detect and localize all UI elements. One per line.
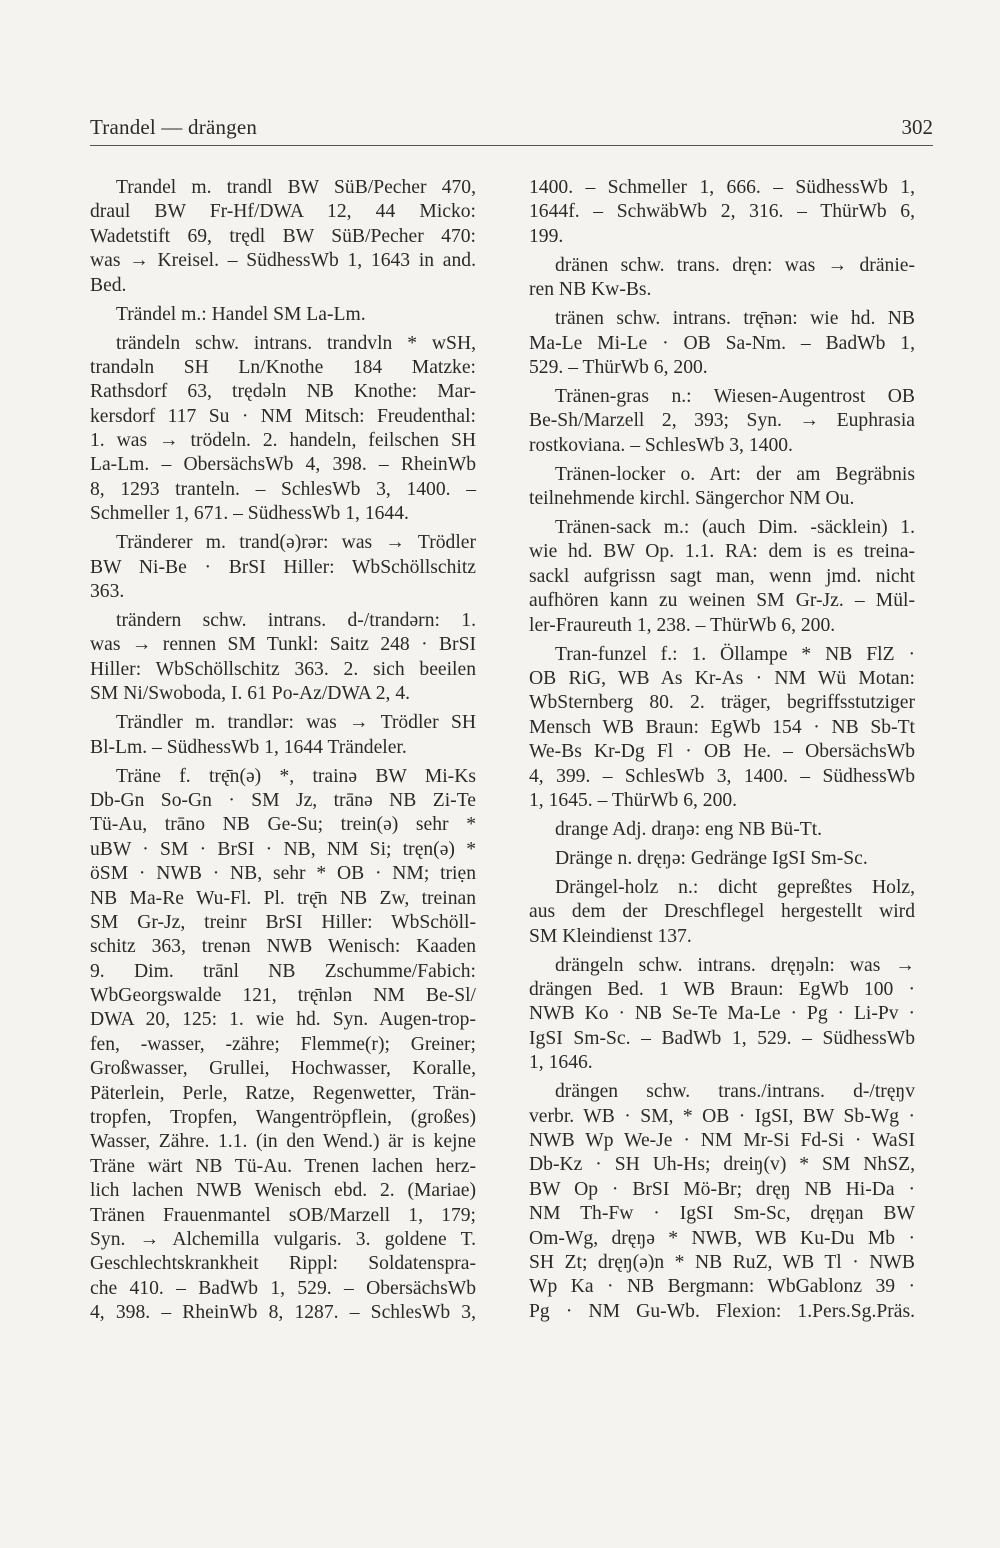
- text-line: NM Th-Fw · IgSI Sm-Sc, dręŋan BW: [529, 1203, 915, 1225]
- text-line: che 410. – BadWb 1, 529. – ObersächsWb: [90, 1277, 476, 1299]
- text-line: Träne wärt NB Tü-Au. Trenen lachen herz-: [90, 1155, 476, 1177]
- text-line: Päterlein, Perle, Ratze, Regenwetter, Trän-: [90, 1082, 476, 1104]
- text-line: 199.: [529, 225, 564, 247]
- text-line: 1644f. – SchwäbWb 2, 316. – ThürWb 6,: [529, 201, 915, 223]
- text-line: Drängel-holz n.: dicht gepreßtes Holz,: [555, 876, 915, 898]
- text-line: SM Gr-Jz, treinr BrSI Hiller: WbSchöll-: [90, 911, 476, 933]
- text-line: trändeln schw. intrans. trandvln * wSH,: [116, 332, 476, 354]
- text-line: Tränen Frauenmantel sOB/Marzell 1, 179;: [90, 1204, 476, 1226]
- text-line: trandəln SH Ln/Knothe 184 Matzke:: [90, 356, 476, 378]
- text-line: WbGeorgswalde 121, trę̄nlən NM Be-Sl/: [90, 985, 476, 1007]
- text-line: aufhören kann zu weinen SM Gr-Jz. – Mül-: [529, 590, 915, 612]
- text-line: Bed.: [90, 274, 127, 296]
- text-line: verbr. WB · SM, * OB · IgSI, BW Sb-Wg ·: [529, 1105, 915, 1127]
- text-line: Db-Kz · SH Uh-Hs; dreiŋ(v) * SM NhSZ,: [529, 1154, 915, 1176]
- left-column: [90, 176, 476, 1326]
- text-line: rostkoviana. – SchlesWb 3, 1400.: [529, 434, 793, 456]
- text-line: 1, 1645. – ThürWb 6, 200.: [529, 789, 738, 811]
- text-line: Bl-Lm. – SüdhessWb 1, 1644 Trändeler.: [90, 736, 407, 758]
- text-line: teilnehmende kirchl. Sängerchor NM Ou.: [529, 488, 855, 510]
- text-line: Hiller: WbSchöllschitz 363. 2. sich beeilen: [90, 658, 476, 680]
- text-line: OB RiG, WB As Kr-As · NM Wü Motan:: [529, 667, 915, 689]
- running-header: [90, 115, 933, 146]
- text-line: draul BW Fr-Hf/DWA 12, 44 Micko:: [90, 201, 476, 223]
- text-line: BW Op · BrSI Mö-Br; dręŋ NB Hi-Da ·: [529, 1178, 915, 1200]
- text-line: Geschlechtskrankheit Rippl: Soldatenspra-: [90, 1253, 476, 1275]
- text-line: sackl aufgrissn sagt man, wenn jmd. nicht: [529, 565, 915, 587]
- text-line: fen, -wasser, -zähre; Flemme(r); Greiner;: [90, 1033, 476, 1055]
- text-line: We-Bs Kr-Dg Fl · OB He. – ObersächsWb: [529, 741, 915, 763]
- text-line: was → rennen SM Tunkl: Saitz 248 · BrSI: [90, 634, 476, 656]
- text-line: Be-Sh/Marzell 2, 393; Syn. → Euphrasia: [529, 410, 915, 432]
- text-line: NWB Wp We-Je · NM Mr-Si Fd-Si · WaSI: [529, 1129, 915, 1151]
- text-line: schitz 363, trenən NWB Wenisch: Kaaden: [90, 936, 476, 958]
- text-line: Db-Gn So-Gn · SM Jz, trānə NB Zi-Te: [90, 789, 476, 811]
- text-line: Träne f. trę̄n(ə) *, trainə BW Mi-Ks: [116, 765, 476, 787]
- right-column: [529, 176, 915, 1324]
- text-line: Trändel m.: Handel SM La-Lm.: [116, 303, 366, 325]
- text-line: BW Ni-Be · BrSI Hiller: WbSchöllschitz: [90, 556, 476, 578]
- text-line: Pg · NM Gu-Wb. Flexion: 1.Pers.Sg.Präs.: [529, 1300, 915, 1322]
- text-line: 1400. – Schmeller 1, 666. – SüdhessWb 1,: [529, 177, 915, 198]
- text-line: WbSternberg 80. 2. träger, begriffsstutziger: [529, 692, 915, 714]
- text-line: tränen schw. intrans. trę̄nən: wie hd. NB: [555, 308, 915, 330]
- text-line: ler-Fraureuth 1, 238. – ThürWb 6, 200.: [529, 614, 836, 636]
- text-line: tropfen, Tropfen, Wangentröpflein, (großes): [90, 1107, 476, 1129]
- text-line: Tränen-gras n.: Wiesen-Augentrost OB: [555, 385, 915, 407]
- text-line: 363.: [90, 581, 125, 603]
- text-line: dränen schw. trans. dręn: was → dränie-: [555, 254, 915, 276]
- text-line: Wasser, Zähre. 1.1. (in den Wend.) är is kejne: [90, 1131, 476, 1153]
- text-line: Rathsdorf 63, trędəln NB Knothe: Mar-: [90, 381, 476, 403]
- text-line: La-Lm. – ObersächsWb 4, 398. – RheinWb: [90, 454, 476, 476]
- text-line: drängen schw. trans./intrans. d-/tręŋv: [555, 1081, 915, 1103]
- text-line: aus dem der Dreschflegel hergestellt wird: [529, 901, 915, 923]
- text-line: Großwasser, Grullei, Hochwasser, Koralle,: [90, 1058, 476, 1080]
- text-line: drange Adj. draŋə: eng NB Bü-Tt.: [555, 818, 823, 840]
- text-line: Trändler m. trandlər: was → Trödler SH: [116, 712, 476, 734]
- text-line: Tran-funzel f.: 1. Öllampe * NB FlZ ·: [555, 643, 915, 665]
- text-line: Ma-Le Mi-Le · OB Sa-Nm. – BadWb 1,: [529, 332, 915, 354]
- text-line: 9. Dim. trānl NB Zschumme/Fabich:: [90, 960, 476, 982]
- text-line: SH Zt; dręŋ(ə)n * NB RuZ, WB Tl · NWB: [529, 1251, 915, 1273]
- running-title: Trandel — drängen: [90, 115, 258, 139]
- text-line: Wp Ka · NB Bergmann: WbGablonz 39 ·: [529, 1276, 915, 1298]
- text-line: Dränge n. dręŋə: Gedränge IgSI Sm-Sc.: [555, 847, 868, 869]
- text-line: trändern schw. intrans. d-/trandərn: 1.: [116, 610, 476, 632]
- text-line: öSM · NWB · NB, sehr * OB · NM; triẹn: [90, 863, 476, 885]
- text-line: ren NB Kw-Bs.: [529, 279, 652, 301]
- text-line: lich lachen NWB Wenisch ebd. 2. (Mariae): [90, 1180, 476, 1202]
- text-line: Tränen-locker o. Art: der am Begräbnis: [555, 463, 915, 485]
- text-line: 4, 399. – SchlesWb 3, 1400. – SüdhessWb: [529, 765, 915, 787]
- text-line: Tränen-sack m.: (auch Dim. -säcklein) 1.: [555, 517, 915, 539]
- text-line: Syn. → Alchemilla vulgaris. 3. goldene T.: [90, 1228, 476, 1250]
- text-line: Tü-Au, trāno NB Ge-Su; trein(ə) sehr *: [90, 814, 476, 836]
- text-line: Tränderer m. trand(ə)rər: was → Trödler: [116, 532, 476, 554]
- text-line: 8, 1293 tranteln. – SchlesWb 3, 1400. –: [90, 478, 476, 500]
- text-line: 1. was → trödeln. 2. handeln, feilschen SH: [90, 430, 476, 452]
- text-line: was → Kreisel. – SüdhessWb 1, 1643 in and.: [90, 250, 476, 272]
- text-line: SM Kleindienst 137.: [529, 925, 692, 947]
- text-line: NWB Ko · NB Se-Te Ma-Le · Pg · Li-Pv ·: [529, 1003, 915, 1025]
- text-line: Om-Wg, dręŋə * NWB, WB Ku-Du Mb ·: [529, 1227, 915, 1249]
- text-line: Trandel m. trandl BW SüB/Pecher 470,: [116, 177, 476, 198]
- text-line: wie hd. BW Op. 1.1. RA: dem is es treina-: [529, 541, 915, 563]
- text-line: Mensch WB Braun: EgWb 154 · NB Sb-Tt: [529, 716, 915, 738]
- text-line: 4, 398. – RheinWb 8, 1287. – SchlesWb 3,: [90, 1302, 476, 1324]
- text-line: DWA 20, 125: 1. wie hd. Syn. Augen-trop-: [90, 1009, 476, 1031]
- page-number: 302: [901, 115, 933, 139]
- text-line: drängen Bed. 1 WB Braun: EgWb 100 ·: [529, 979, 915, 1001]
- text-line: Wadetstift 69, trędl BW SüB/Pecher 470:: [90, 225, 476, 247]
- text-line: drängeln schw. intrans. dręŋəln: was →: [555, 954, 915, 976]
- text-line: uBW · SM · BrSI · NB, NM Si; tręn(ə) *: [90, 838, 476, 860]
- text-line: 529. – ThürWb 6, 200.: [529, 356, 708, 378]
- text-line: NB Ma-Re Wu-Fl. Pl. trę̄n NB Zw, treinan: [90, 887, 476, 909]
- text-line: kersdorf 117 Su · NM Mitsch: Freudenthal:: [90, 405, 476, 427]
- text-line: IgSI Sm-Sc. – BadWb 1, 529. – SüdhessWb: [529, 1027, 915, 1049]
- text-line: SM Ni/Swoboda, I. 61 Po-Az/DWA 2, 4.: [90, 683, 411, 705]
- text-line: Schmeller 1, 671. – SüdhessWb 1, 1644.: [90, 503, 409, 525]
- text-line: 1, 1646.: [529, 1052, 593, 1074]
